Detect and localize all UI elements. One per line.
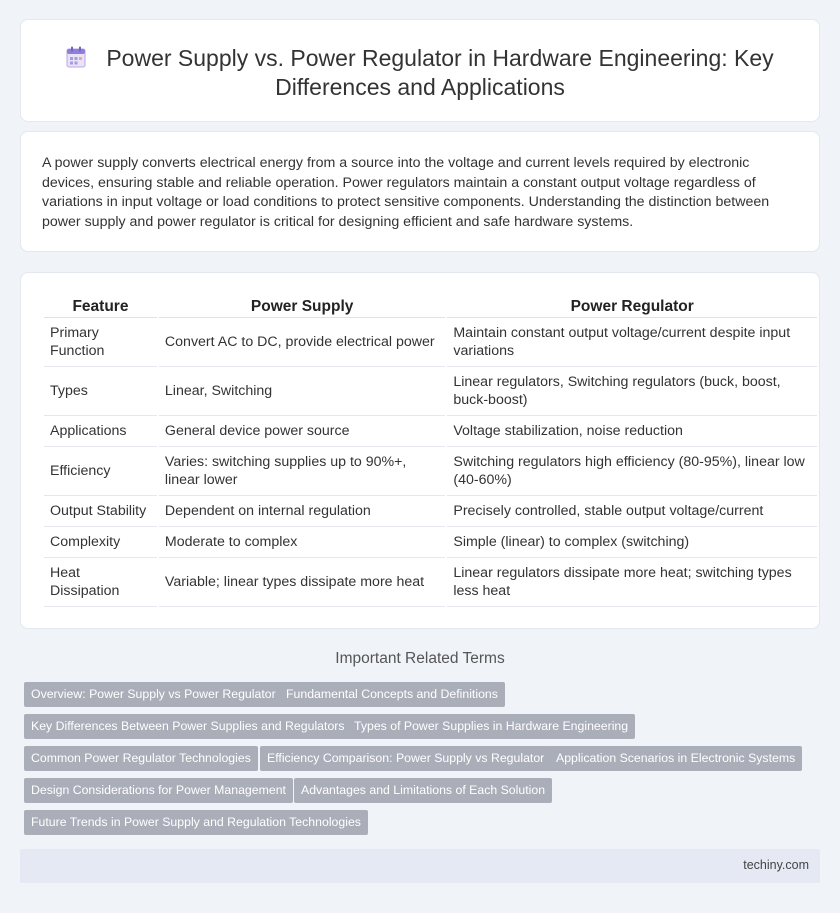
power-supply-cell: Variable; linear types dissipate more heat <box>159 558 445 607</box>
power-regulator-cell: Voltage stabilization, noise reduction <box>447 416 817 447</box>
feature-cell: Efficiency <box>44 447 157 496</box>
power-supply-cell: Linear, Switching <box>159 367 445 416</box>
footer-site-link[interactable]: techiny.com <box>743 858 809 872</box>
header-power-regulator: Power Regulator <box>447 296 817 318</box>
power-supply-cell: General device power source <box>159 416 445 447</box>
intro-paragraph: A power supply converts electrical energy from a source into the voltage and current levels required by electronic devices, ensuring stable and reliable operation. Power regulators maintain a constant output voltage regardless of variations in input voltage or load conditions to protect sensitive components. Understanding the distinction between power supply and power regulator is critical for designing efficient and safe hardware systems. <box>42 155 770 230</box>
table-row <box>44 447 817 496</box>
related-term-tag[interactable]: Future Trends in Power Supply and Regulation Technologies <box>24 810 368 835</box>
power-supply-cell: Moderate to complex <box>159 527 445 558</box>
power-regulator-cell: Linear regulators, Switching regulators (buck, boost, buck-boost) <box>447 367 817 416</box>
table-row <box>44 496 817 527</box>
power-regulator-cell: Precisely controlled, stable output voltage/current <box>447 496 817 527</box>
table-row <box>44 527 817 558</box>
power-regulator-cell: Switching regulators high efficiency (80-95%), linear low (40-60%) <box>447 447 817 496</box>
related-term-tag[interactable]: Fundamental Concepts and Definitions <box>279 682 505 707</box>
feature-cell: Types <box>44 367 157 416</box>
comparison-table <box>42 296 819 607</box>
related-term-tag[interactable]: Overview: Power Supply vs Power Regulator <box>24 682 283 707</box>
page-title <box>61 44 779 102</box>
related-term-tag[interactable]: Key Differences Between Power Supplies and Regulators <box>24 714 352 739</box>
table-row <box>44 318 817 367</box>
comparison-card <box>20 272 820 629</box>
header-feature: Feature <box>44 296 157 318</box>
power-supply-cell: Varies: switching supplies up to 90%+, linear lower <box>159 447 445 496</box>
title-card <box>20 19 820 122</box>
power-supply-cell: Convert AC to DC, provide electrical power <box>159 318 445 367</box>
power-supply-cell: Dependent on internal regulation <box>159 496 445 527</box>
feature-cell: Primary Function <box>44 318 157 367</box>
header-power-supply: Power Supply <box>159 296 445 318</box>
intro-card <box>20 131 820 252</box>
related-term-tag[interactable]: Types of Power Supplies in Hardware Engineering <box>347 714 635 739</box>
calendar-icon <box>66 46 86 68</box>
related-term-tag[interactable]: Application Scenarios in Electronic Systems <box>549 746 802 771</box>
table-row <box>44 416 817 447</box>
feature-cell: Applications <box>44 416 157 447</box>
footer <box>20 849 820 883</box>
related-term-tag[interactable]: Efficiency Comparison: Power Supply vs Regulator <box>260 746 551 771</box>
related-term-tag[interactable]: Design Considerations for Power Management <box>24 778 293 803</box>
table-row <box>44 367 817 416</box>
related-term-tag[interactable]: Advantages and Limitations of Each Solution <box>294 778 552 803</box>
table-row <box>44 558 817 607</box>
table-header-row <box>44 296 817 318</box>
related-terms-title: Important Related Terms <box>335 650 505 667</box>
related-term-tag[interactable]: Common Power Regulator Technologies <box>24 746 258 771</box>
power-regulator-cell: Linear regulators dissipate more heat; switching types less heat <box>447 558 817 607</box>
power-regulator-cell: Maintain constant output voltage/current despite input variations <box>447 318 817 367</box>
feature-cell: Complexity <box>44 527 157 558</box>
feature-cell: Heat Dissipation <box>44 558 157 607</box>
power-regulator-cell: Simple (linear) to complex (switching) <box>447 527 817 558</box>
page-title-text: Power Supply vs. Power Regulator in Hardware Engineering: Key Differences and Applications <box>106 45 774 100</box>
feature-cell: Output Stability <box>44 496 157 527</box>
